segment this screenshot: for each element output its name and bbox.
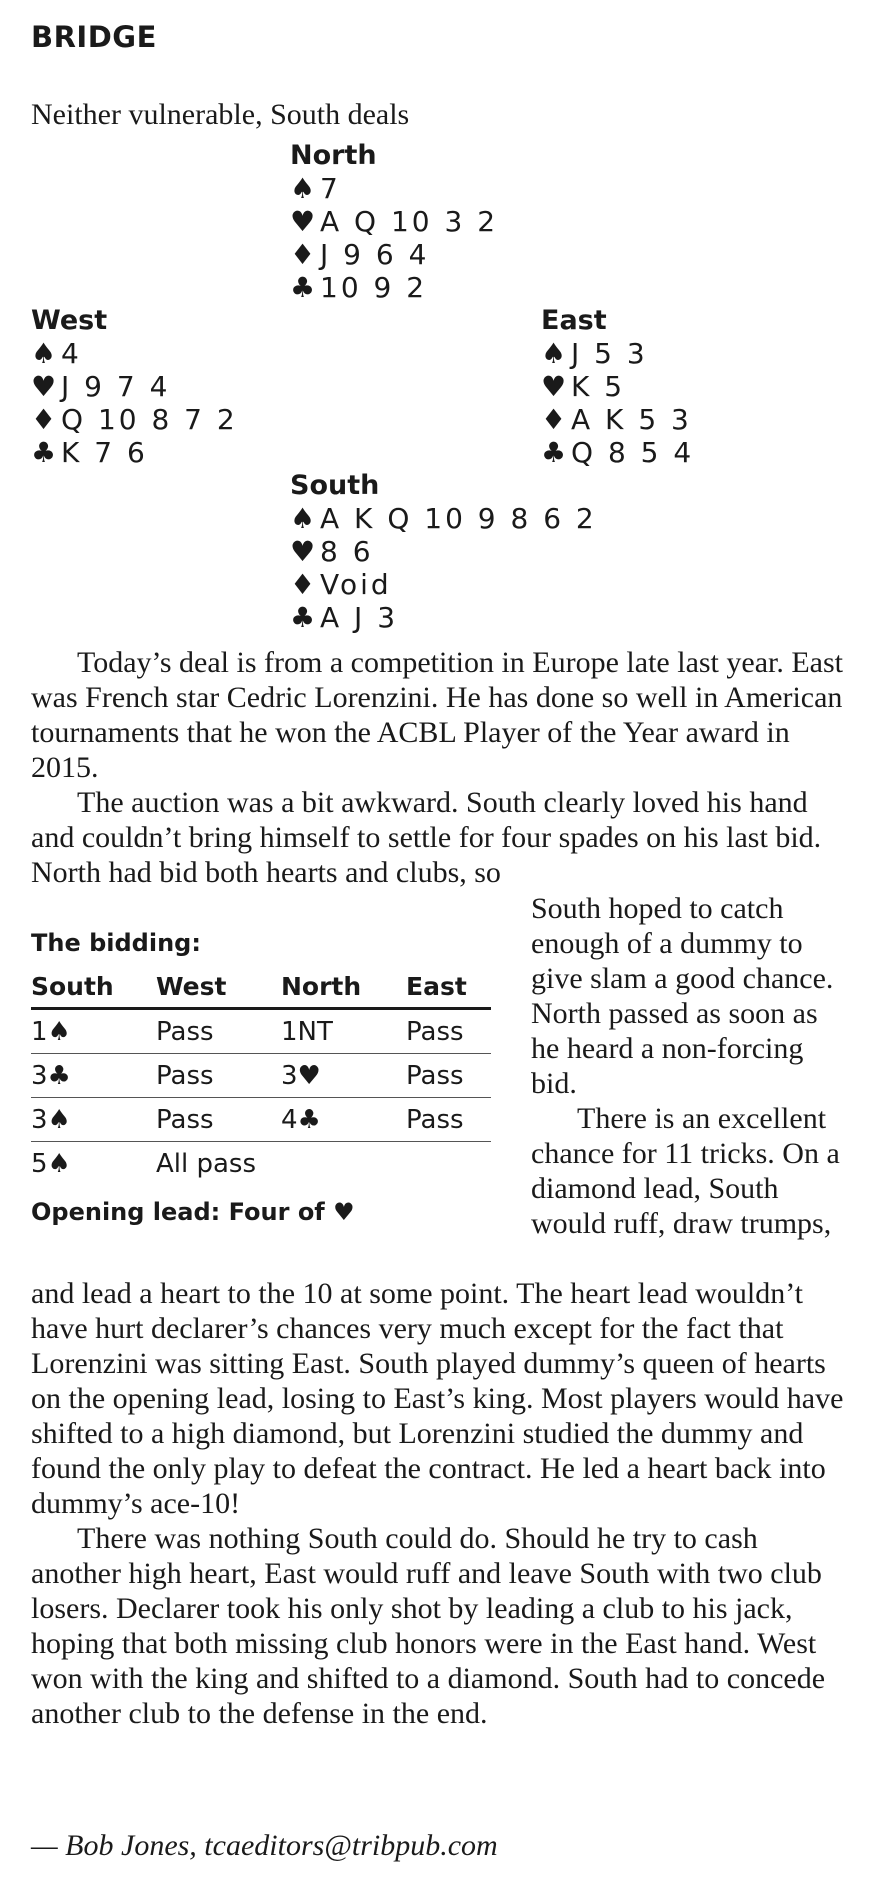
hearts-holding: A Q 10 3 2 bbox=[320, 205, 499, 238]
vulnerability-line: Neither vulnerable, South deals bbox=[31, 98, 410, 131]
heart-icon: ♥ bbox=[31, 370, 57, 403]
bidding-row bbox=[31, 1009, 491, 1054]
spade-icon: ♠ bbox=[290, 172, 316, 205]
article-intro bbox=[31, 645, 851, 890]
clubs-holding: K 7 6 bbox=[61, 436, 148, 469]
bidding-header-west: West bbox=[156, 968, 281, 1009]
bid-cell: Pass bbox=[406, 1054, 491, 1098]
spades-holding: J 5 3 bbox=[571, 337, 648, 370]
bid-cell: 1NT bbox=[281, 1009, 406, 1054]
article-continuation bbox=[31, 1276, 851, 1731]
heart-icon: ♥ bbox=[290, 535, 316, 568]
bid-cell: 3♥ bbox=[281, 1054, 406, 1098]
bid-cell: 3♠ bbox=[31, 1098, 156, 1142]
article-paragraph-1: Today’s deal is from a competition in Europe late last year. East was French star Cedric Lorenzini. He has done so well in American tournaments that he won the ACBL Player of the Year award in 2015. bbox=[31, 646, 844, 784]
bidding-row bbox=[31, 1098, 491, 1142]
hand-name: East bbox=[541, 305, 607, 336]
bid-cell bbox=[406, 1142, 491, 1186]
hearts-holding: K 5 bbox=[571, 370, 626, 403]
hearts-holding: J 9 7 4 bbox=[61, 370, 171, 403]
bidding-row bbox=[31, 1142, 491, 1186]
bidding-table bbox=[31, 968, 491, 1185]
spade-icon: ♠ bbox=[31, 337, 57, 370]
hand-west bbox=[31, 304, 238, 469]
bidding-header-row bbox=[31, 968, 491, 1009]
bid-cell: Pass bbox=[156, 1009, 281, 1054]
bid-cell bbox=[281, 1142, 406, 1186]
bid-cell: Pass bbox=[406, 1098, 491, 1142]
hand-name: North bbox=[290, 140, 377, 171]
clubs-holding: Q 8 5 4 bbox=[571, 436, 695, 469]
hearts-holding: 8 6 bbox=[320, 535, 374, 568]
clubs-holding: 10 9 2 bbox=[320, 271, 428, 304]
bid-cell: Pass bbox=[406, 1009, 491, 1054]
spade-icon: ♠ bbox=[541, 337, 567, 370]
club-icon: ♣ bbox=[290, 601, 316, 634]
bid-cell: 1♠ bbox=[31, 1009, 156, 1054]
article-paragraph-4: There was nothing South could do. Should he try to cash another high heart, East would ruff and leave South with two club losers. Declarer took his only shot by leading a club to his jack, hoping that both missing club honors were in the East hand. West won with the king and shifted to a diamond. South had to concede another club to the defense in the end. bbox=[31, 1522, 826, 1730]
hand-name: South bbox=[290, 470, 380, 501]
heart-icon: ♥ bbox=[290, 205, 316, 238]
diamond-icon: ♦ bbox=[290, 238, 316, 271]
diamonds-holding: J 9 6 4 bbox=[320, 238, 430, 271]
article-paragraph-3-start: There is an excellent chance for 11 tricks. On a diamond lead, South would ruff, draw trumps, bbox=[531, 1102, 840, 1240]
hand-name: West bbox=[31, 305, 108, 336]
spades-holding: A K Q 10 9 8 6 2 bbox=[320, 502, 597, 535]
bid-cell: All pass bbox=[156, 1148, 257, 1179]
bid-cell: 5♠ bbox=[31, 1148, 71, 1179]
clubs-holding: A J 3 bbox=[320, 601, 399, 634]
byline: — Bob Jones, tcaeditors@tribpub.com bbox=[31, 1829, 498, 1862]
bid-cell: Pass bbox=[156, 1098, 281, 1142]
diamonds-holding: Void bbox=[320, 568, 392, 601]
bidding-header-north: North bbox=[281, 968, 406, 1009]
bid-cell: 4♣ bbox=[281, 1098, 406, 1142]
spades-holding: 4 bbox=[61, 337, 82, 370]
spades-holding: 7 bbox=[320, 172, 341, 205]
diamond-icon: ♦ bbox=[31, 403, 57, 436]
diamonds-holding: A K 5 3 bbox=[571, 403, 692, 436]
opening-lead: Opening lead: Four of ♥ bbox=[31, 1198, 355, 1226]
diamonds-holding: Q 10 8 7 2 bbox=[61, 403, 238, 436]
article-side-column bbox=[531, 891, 853, 1241]
bid-cell: Pass bbox=[156, 1054, 281, 1098]
article-paragraph-2-start: The auction was a bit awkward. South clearly loved his hand and couldn’t bring himself to settle for four spades on his last bid. North had bid both hearts and clubs, so bbox=[31, 786, 822, 889]
club-icon: ♣ bbox=[290, 271, 316, 304]
hand-east bbox=[541, 304, 694, 469]
club-icon: ♣ bbox=[541, 436, 567, 469]
diamond-icon: ♦ bbox=[290, 568, 316, 601]
hand-north bbox=[290, 139, 498, 304]
hand-south bbox=[290, 469, 597, 634]
bidding-header-south: South bbox=[31, 968, 156, 1009]
spade-icon: ♠ bbox=[290, 502, 316, 535]
article-paragraph-2-end: South hoped to catch enough of a dummy to give slam a good chance. North passed as soon as he heard a non-forcing bid. bbox=[531, 892, 834, 1100]
bidding-header-east: East bbox=[406, 968, 491, 1009]
bid-cell: 3♣ bbox=[31, 1054, 156, 1098]
diamond-icon: ♦ bbox=[541, 403, 567, 436]
heart-icon: ♥ bbox=[541, 370, 567, 403]
club-icon: ♣ bbox=[31, 436, 57, 469]
article-paragraph-3-end: and lead a heart to the 10 at some point. The heart lead wouldn’t have hurt declarer’s chances very much except for the fact that Lorenzini was sitting East. South played dummy’s queen of hearts on the opening lead, losing to East’s king. Most players would have shifted to a high diamond, but Lorenzini studied the dummy and found the only play to defeat the contract. He led a heart back into dummy’s ace-10! bbox=[31, 1277, 844, 1520]
column-title: BRIDGE bbox=[31, 20, 157, 54]
bidding-heading: The bidding: bbox=[31, 929, 201, 957]
bidding-row bbox=[31, 1054, 491, 1098]
